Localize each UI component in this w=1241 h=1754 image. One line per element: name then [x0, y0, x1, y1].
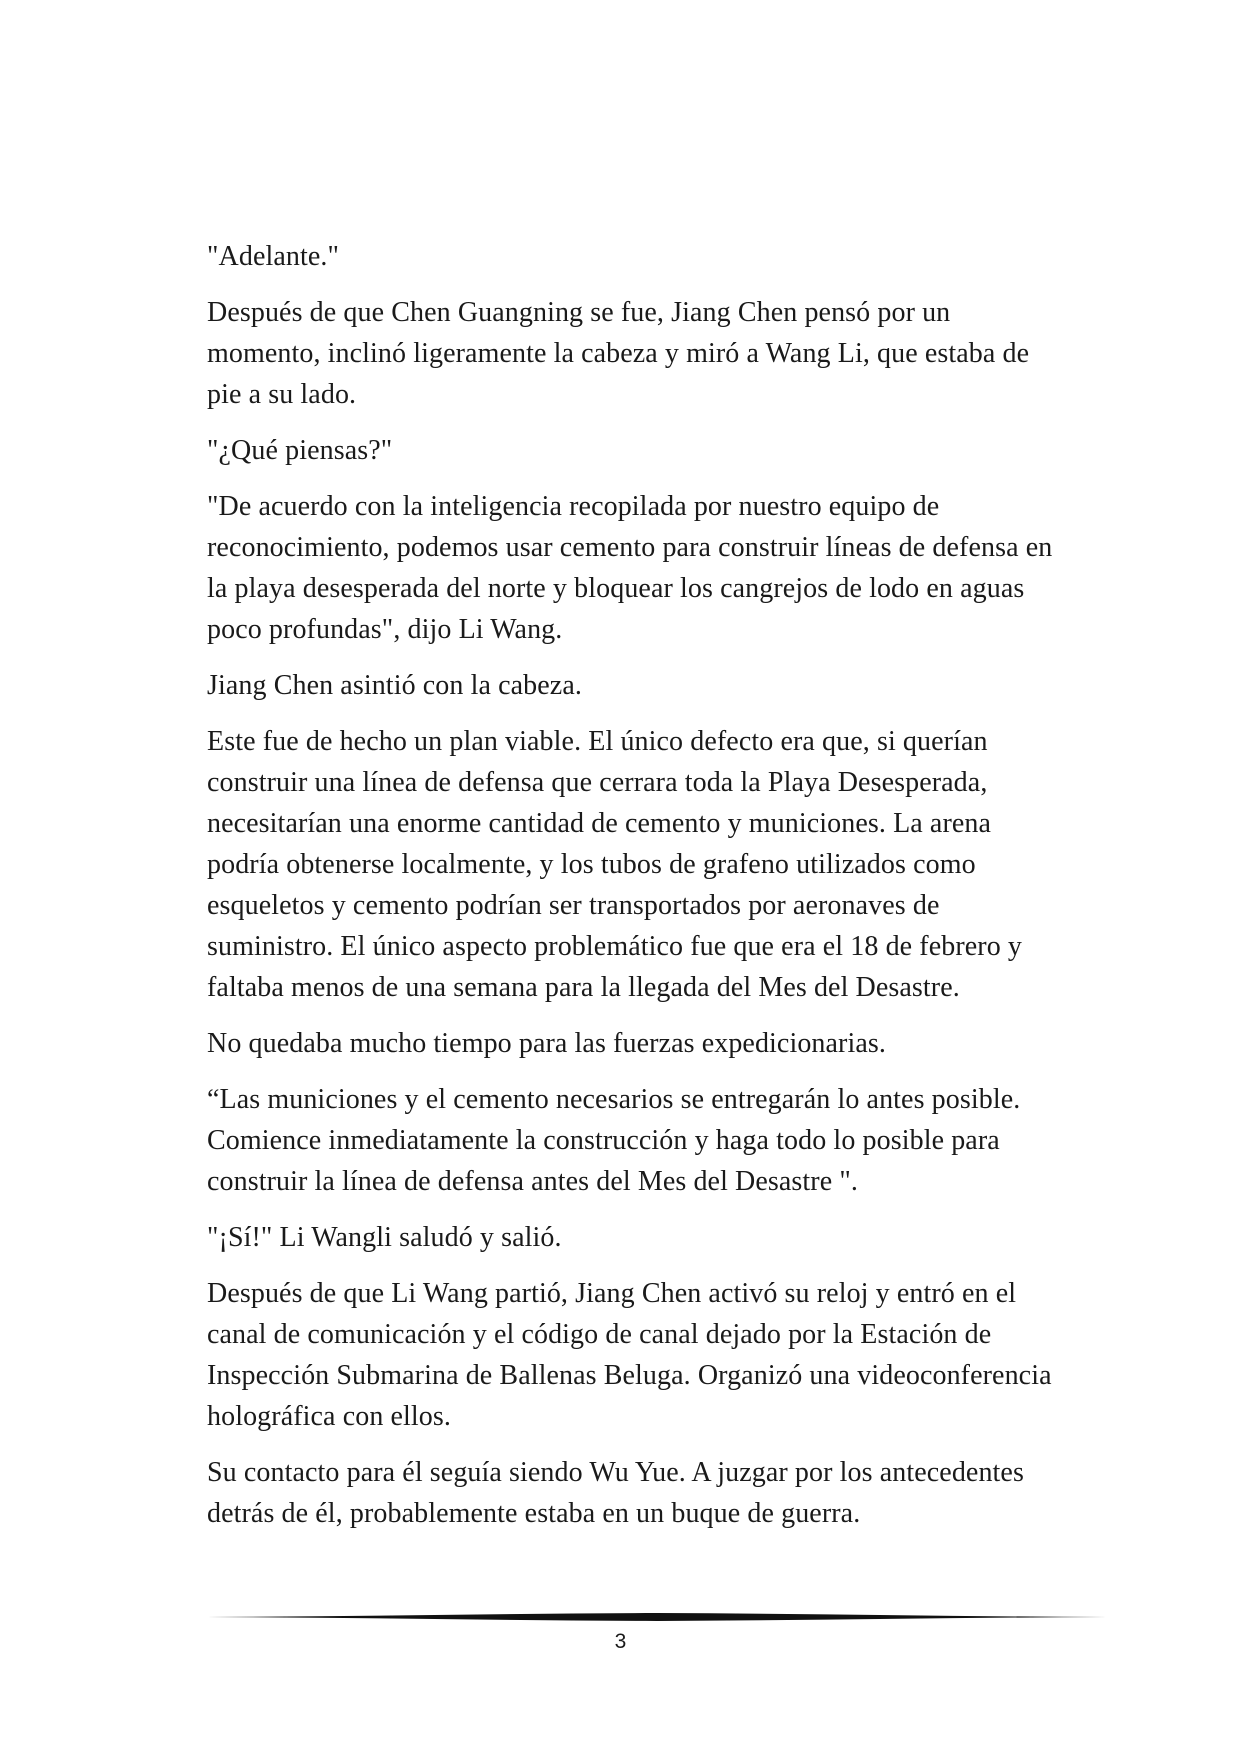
paragraph: Después de que Chen Guangning se fue, Jiang Chen pensó por un momento, inclinó ligeramente la cabeza y miró a Wang Li, que estaba de pie a su lado. — [207, 297, 1030, 410]
body-text — [207, 236, 1067, 1549]
paragraph: "Adelante." — [207, 241, 340, 272]
paragraph: “Las municiones y el cemento necesarios se entregarán lo antes posible. Comience inmediatamente la construcción y haga todo lo posible para construir la línea de defensa antes del Mes del Desastre ". — [207, 1084, 1021, 1197]
paragraph: Su contacto para él seguía siendo Wu Yue. A juzgar por los antecedentes detrás de él, probablemente estaba en un buque de guerra. — [207, 1457, 1024, 1529]
paragraph: No quedaba mucho tiempo para las fuerzas expedicionarias. — [207, 1028, 886, 1059]
page-number: 3 — [614, 1630, 627, 1653]
paragraph: "¡Sí!" Li Wangli saludó y salió. — [207, 1222, 562, 1253]
paragraph: Jiang Chen asintió con la cabeza. — [207, 670, 582, 701]
footer-divider — [207, 1612, 1107, 1622]
paragraph: Después de que Li Wang partió, Jiang Chen activó su reloj y entró en el canal de comunicación y el código de canal dejado por la Estación de Inspección Submarina de Ballenas Beluga. Organizó una videoconferencia holográfica con ellos. — [207, 1278, 1052, 1432]
paragraph: "De acuerdo con la inteligencia recopilada por nuestro equipo de reconocimiento, podemos usar cemento para construir líneas de defensa en la playa desesperada del norte y bloquear los cangrejos de lodo en aguas poco profundas", dijo Li Wang. — [207, 491, 1053, 645]
paragraph: "¿Qué piensas?" — [207, 435, 393, 466]
paragraph: Este fue de hecho un plan viable. El único defecto era que, si querían construir una línea de defensa que cerrara toda la Playa Desesperada, necesitarían una enorme cantidad de cemento y municiones. La arena podría obtenerse localmente, y los tubos de grafeno utilizados como esqueletos y cemento podrían ser transportados por aeronaves de suministro. El único aspecto problemático fue que era el 18 de febrero y faltaba menos de una semana para la llegada del Mes del Desastre. — [207, 726, 1023, 1003]
